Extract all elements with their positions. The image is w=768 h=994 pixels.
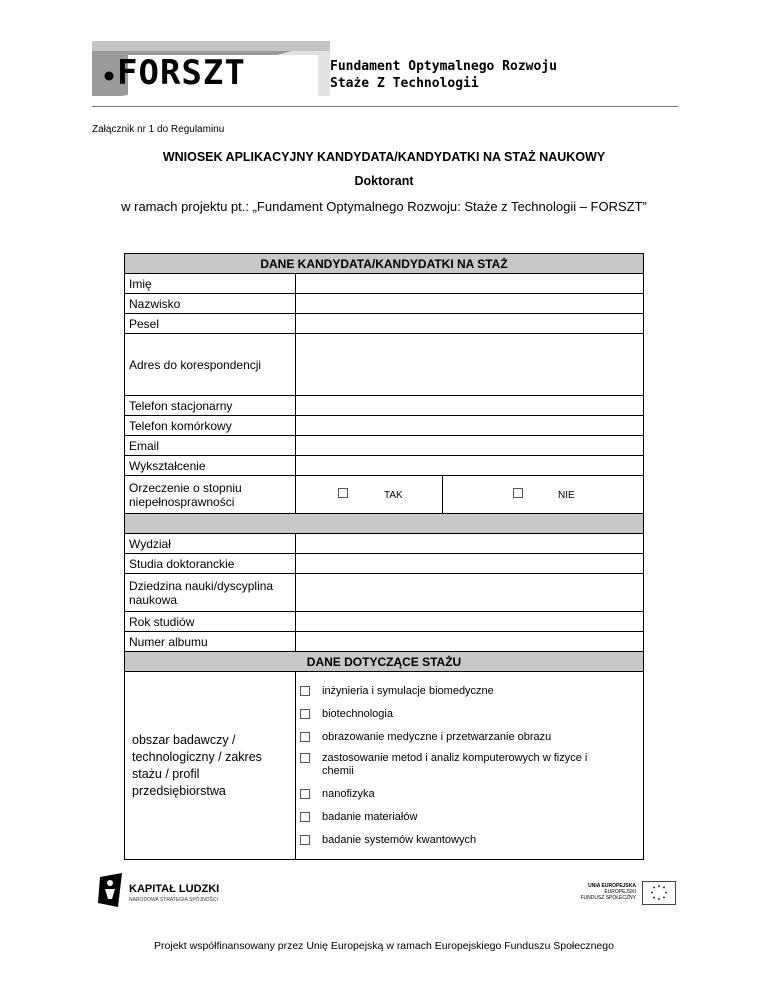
input-nazwisko[interactable] [296,294,644,314]
label-area: obszar badawczy / technologiczny / zakres stażu / profil przedsiębiorstwa [125,672,296,860]
area-checkbox[interactable] [300,709,310,719]
label-pesel: Pesel [125,314,296,334]
input-email[interactable] [296,436,644,456]
area-checkbox[interactable] [300,812,310,822]
annex-label: Załącznik nr 1 do Regulaminu [92,124,225,135]
input-wydzial[interactable] [296,534,644,554]
area-checkbox[interactable] [300,789,310,799]
input-adres[interactable] [296,334,644,396]
checkbox-tak[interactable] [338,488,348,498]
label-nazwisko: Nazwisko [125,294,296,314]
label-telefon-komorkowy: Telefon komórkowy [125,416,296,436]
label-telefon-stacjonarny: Telefon stacjonarny [125,396,296,416]
option-tak[interactable] [296,476,443,514]
label-nie: NIE [558,490,575,501]
kapital-ludzki-emblem-icon [96,873,126,909]
area-option-label: inżynieria i symulacje biomedyczne [322,684,494,697]
label-wyksztalcenie: Wykształcenie [125,456,296,476]
forszt-logo [92,41,330,96]
label-dziedzina: Dziedzina nauki/dyscyplina naukowa [125,574,296,612]
area-checkbox[interactable] [300,732,310,742]
input-dziedzina[interactable] [296,574,644,612]
input-telefon-stacjonarny[interactable] [296,396,644,416]
kl-title: KAPITAŁ LUDZKI [129,883,220,895]
header-divider [92,106,678,107]
eu-line-2: EUROPEJSKI [604,889,636,895]
eu-line-1: UNIA EUROPEJSKA [588,883,636,889]
input-wyksztalcenie[interactable] [296,456,644,476]
project-line: w ramach projektu pt.: „Fundament Optymalnego Rozwoju: Staże z Technologii – FORSZT” [121,199,647,214]
kapital-ludzki-logo [96,873,226,909]
label-studia: Studia doktoranckie [125,554,296,574]
input-telefon-komorkowy[interactable] [296,416,644,436]
label-imie: Imię [125,274,296,294]
area-option-label: badanie materiałów [322,810,418,823]
area-option[interactable] [300,752,639,778]
cofinancing-note: Projekt współfinansowany przez Unię Europejską w ramach Europejskiego Funduszu Społecznego [154,940,614,952]
area-option[interactable] [300,788,639,801]
label-adres: Adres do korespondencji [125,334,296,396]
checkbox-nie[interactable] [513,488,523,498]
label-album: Numer albumu [125,632,296,652]
eu-flag-icon [642,881,676,905]
input-studia[interactable] [296,554,644,574]
area-option-label: nanofizyka [322,787,375,800]
label-email: Email [125,436,296,456]
document-subtitle: Doktorant [354,174,414,188]
area-option-label: badanie systemów kwantowych [322,833,477,846]
eu-line-3: FUNDUSZ SPOŁECZNY [580,895,636,901]
input-rok[interactable] [296,612,644,632]
label-wydzial: Wydział [125,534,296,554]
input-imie[interactable] [296,274,644,294]
label-niepelnosprawnosc: Orzeczenie o stopniu niepełnosprawności [125,476,296,514]
area-option[interactable] [300,731,639,744]
org-name [330,58,557,92]
logo-wordmark: FORSZT [117,53,246,93]
input-pesel[interactable] [296,314,644,334]
area-checkbox[interactable] [300,835,310,845]
eu-text [580,883,636,901]
area-options [296,672,644,860]
area-option-label: zastosowanie metod i analiz komputerowych w fizyce i chemii [322,751,588,777]
area-option[interactable] [300,834,639,847]
kl-subtitle: NARODOWA STRATEGIA SPÓJNOŚCI [129,897,218,903]
application-form [124,253,644,860]
label-tak: TAK [384,490,403,501]
org-line-2: Staże Z Technologii [330,76,479,91]
area-option-label: obrazowanie medyczne i przetwarzanie obrazu [322,730,552,743]
label-rok: Rok studiów [125,612,296,632]
area-option[interactable] [300,811,639,824]
area-checkbox[interactable] [300,753,310,763]
input-album[interactable] [296,632,644,652]
area-checkbox[interactable] [300,686,310,696]
section-separator [125,514,644,534]
section-header-candidate: DANE KANDYDATA/KANDYDATKI NA STAŻ [125,254,644,274]
area-option[interactable] [300,708,639,721]
section-header-internship: DANE DOTYCZĄCE STAŻU [125,652,644,672]
option-nie[interactable] [443,476,644,514]
area-option-label: biotechnologia [322,707,393,720]
area-option[interactable] [300,685,639,698]
eu-logo [580,881,676,907]
document-title: WNIOSEK APLIKACYJNY KANDYDATA/KANDYDATKI NA STAŻ NAUKOWY [162,150,606,164]
org-line-1: Fundament Optymalnego Rozwoju [330,59,557,74]
